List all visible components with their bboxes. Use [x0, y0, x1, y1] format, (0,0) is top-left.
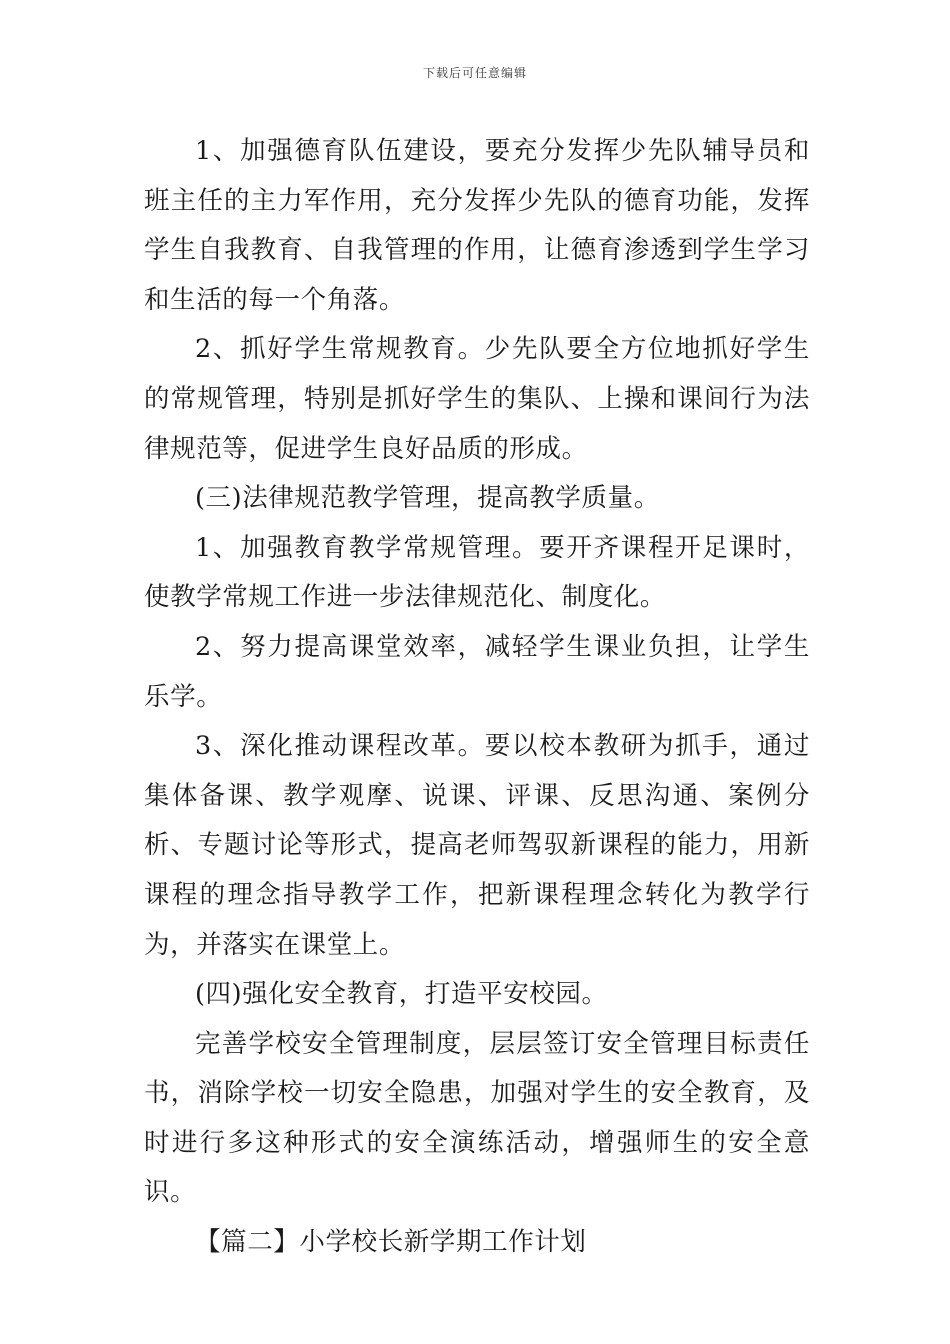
- download-note: 下载后可任意编辑: [422, 66, 527, 80]
- paragraph-routine-education: 2、抓好学生常规教育。少先队要全方位地抓好学生的常规管理，特别是抓好学生的集队、上操和课间行为法律规范等，促进学生良好品质的形成。: [144, 334, 810, 464]
- section-heading-teaching: (三)法律规范教学管理，提高教学质量。: [195, 483, 660, 514]
- paragraph-safety-management: 完善学校安全管理制度，层层签订安全管理目标责任书，消除学校一切安全隐患，加强对学生的安全教育，及时进行多这种形式的安全演练活动，增强师生的安全意识。: [144, 1028, 810, 1208]
- paragraph-class-efficiency: 2、努力提高课堂效率，减轻学生课业负担，让学生乐学。: [144, 631, 810, 712]
- paragraph-moral-team: 1、加强德育队伍建设，要充分发挥少先队辅导员和班主任的主力军作用，充分发挥少先队的德育功能，发挥学生自我教育、自我管理的作用，让德育渗透到学生学习和生活的每一个角落。: [144, 136, 810, 315]
- chapter-heading-part-two: 【篇二】小学校长新学期工作计划: [195, 1227, 587, 1258]
- section-heading-safety: (四)强化安全教育，打造平安校园。: [195, 979, 608, 1010]
- paragraph-teaching-routine: 1、加强教育教学常规管理。要开齐课程开足课时，使教学常规工作进一步法律规范化、制度化。: [144, 532, 810, 613]
- document-body: [144, 127, 810, 1268]
- paragraph-curriculum-reform: 3、深化推动课程改革。要以校本教研为抓手，通过集体备课、教学观摩、说课、评课、反思沟通、案例分析、专题讨论等形式，提高老师驾驭新课程的能力，用新课程的理念指导教学工作，把新课程理念转化为教学行为，并落实在课堂上。: [144, 731, 810, 960]
